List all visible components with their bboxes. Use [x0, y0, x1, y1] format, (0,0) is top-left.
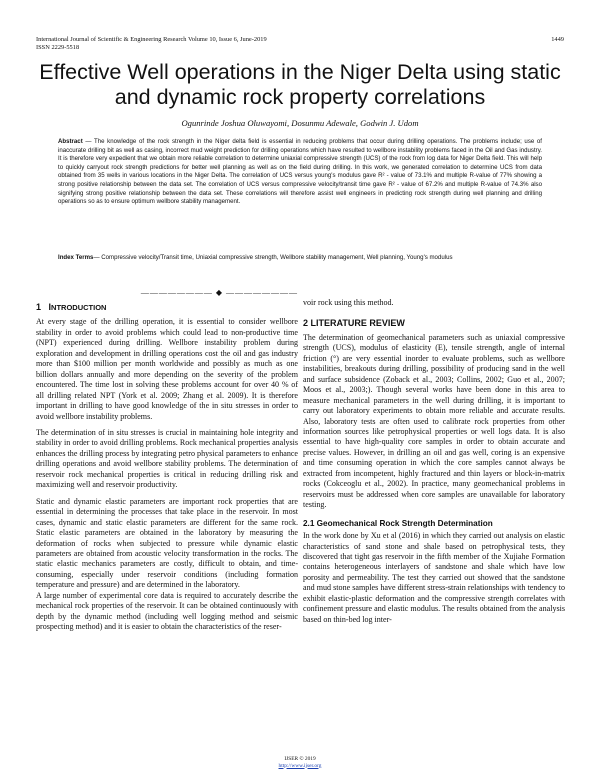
intro-heading — [36, 302, 298, 313]
intro-paragraph-3: Static and dynamic elastic parameters are important rock properties that are essential in determining the processes that take place in the reservoir. In most cases, dynamic and static elastic parameters are different for the same rock. Static elastic parameters are obtained in the laboratory by measuring the deformation of rocks when subjected to pressure while dynamic elastic parameters are obtained from acoustic velocity transformation in the rocks. The static elastic mechanics parameters are costly, difficult to obtain, and time-consuming, especially under reservoir conditions (including formation temperature and pressure) and are determined in the laboratory. — [36, 496, 298, 590]
subsection-paragraph: In the work done by Xu et al (2016) in which they carried out analysis on elastic characteristics of sand stone and shale based on petrophysical tests, they discovered that tight gas reservoir in the fifth member of the Xujiahe Formation contains heterogeneous interlayers of sandstone and shale which have low porosity and permeability. The test they carried out showed that the sandstone and mud stone samples have different stress-strain relationships with tendency to exhibit elastic-plastic deformation and the compressive strength correlates with confinement pressure and elastic modulus. The results obtained from the analysis based on thin-bed log inter- — [303, 531, 565, 624]
subsection-heading: 2.1 Geomechanical Rock Strength Determination — [303, 518, 493, 528]
right-column — [303, 288, 565, 631]
journal-name: International Journal of Scientific & Engineering Research Volume 10, Issue 6, June-2019 — [36, 36, 267, 43]
copyright: IJSER © 2019 — [284, 756, 316, 762]
index-terms-label: Index Terms — [58, 254, 94, 261]
authors: Ogunrinde Joshua Oluwayomi, Dosunmu Adewale, Godwin J. Udom — [181, 118, 419, 128]
left-column — [36, 288, 298, 639]
journal-header — [36, 36, 267, 52]
intro-paragraph-1: At every stage of the drilling operation, it is essential to consider wellbore stability in order to avoid problems which could lead to non-productive time (NPT) experienced during drilling. Wellbore instability problem during exploration and development in drilling operations cost the oil and gas industry more than $100 million per month worldwide and possibly as much as one billion dollars annually and more depending on the severity of the problem encountered. The time lost in solving these problems account for over 40 % of all drilling related NPT (York et al. 2009; Zhang et al. 2009). It is therefore important in drilling to have good knowledge of the in situ stresses in order to avoid wellbore instability problems. — [36, 317, 298, 421]
intro-paragraph-4: A large number of experimental core data is required to accurately describe the mechanical rock properties of the reservoir. It can be obtained continuously with depth by the dynamic method (including well logging method and seismic prospecting method) and it is easier to obtain the characteristics of the reser- — [36, 590, 298, 632]
literature-heading: 2 LITERATURE REVIEW — [303, 318, 405, 329]
journal-link[interactable]: http://www.ijser.org — [278, 762, 322, 769]
page-footer — [0, 756, 600, 769]
abstract-label: Abstract — [58, 138, 83, 145]
index-terms-text: — Compressive velocity/Transit time, Uniaxial compressive strength, Wellbore stability management, Well planning, Young's modulus — [93, 254, 453, 261]
issn: ISSN 2229-5518 — [36, 44, 80, 51]
intro-first-letter: I — [48, 302, 52, 312]
abstract-text: — The knowledge of the rock strength in the Niger delta field is essential in reducing problems that occur during drilling operations. The problems include; use of inaccurate drilling bit as well as casing, incorrect mud weight prediction for drilling operations which have resulted to wellbore instability problems faced in the Oil and Gas industry. It is therefore very expedient that we obtain more reliable correlation to determine uniaxial compressive strength (UCS) of the rock from log data for Niger Delta field. This will help to quickly carryout rock strength predictions for better well planning as well as on the field during drilling. In this work, we generated correlation to determine UCS from data obtained from 35 wells in various locations in the Niger Delta. The correlation of UCS versus young's modulus gave R² - value of 73.1% and multiple R-value of 77% showing a strong positive relationship between the data set. The correlation of UCS versus compressive velocity/transit time gave R² - value of 67.2% and multiple R-value of 74.3% also signifying strong positive relationship between the data set. These correlations will therefore assist well engineers in predicting rock strength during well planning and drilling operations so as to ensure optimum wellbore stability management. — [58, 138, 542, 206]
index-terms — [58, 254, 542, 263]
intro-continuation: voir rock using this method. — [303, 298, 394, 307]
intro-number: 1 — [36, 302, 42, 312]
intro-rest: NTRODUCTION — [51, 303, 107, 312]
intro-paragraph-2: The determination of in situ stresses is crucial in maintaining hole integrity and stability in order to avoid drilling problems. Rock mechanical properties analysis enhances the drilling process by integrating petro physical parameters to enhance drilling operations and avoid wellbore stability problems. The determination of reservoir rock mechanical properties is critical in reducing drilling risk and maximizing well and reservoir productivity. — [36, 427, 298, 490]
literature-paragraph: The determination of geomechanical parameters such as uniaxial compressive strength (UCS), modulus of elasticity (E), tensile strength, angle of internal friction (°) are very essential inorder to evaluate problems, such as wellbore instabilities, breakouts during drilling, possibility of producing sand in the well and surface subsidence (Zoback et al., 2003; Collins, 2002; Guo et al., 2007; Moos et al., 2003;). Though several works have been done in this area to measure mechanical parameters in the well during drilling, it is important to carry out laboratory experiments to obtain more reliable and accurate results. Also, laboratory tests are often used to calibrate rock properties from other information sources like petrophysical properties or well logs data. It is also essential to have high-quality core samples in order to obtain accurate and precise values. However, in drilling an oil and gas well, coring is an expensive and time consuming operation in which the core samples cannot always be extracted from incompetent, highly fractured and thin layers or block-in-matrix rocks (Cokceoglu et al., 2002). In practice, many geomechanical problems in reservoirs must be addressed when core samples are unavailable for laboratory testing. — [303, 332, 565, 510]
paper-title: Effective Well operations in the Niger Delta using static and dynamic rock property correlations — [39, 60, 561, 109]
section-divider: ———————— ◆ ———————— — [140, 288, 298, 297]
page-number: 1449 — [551, 36, 564, 43]
abstract — [58, 138, 542, 207]
